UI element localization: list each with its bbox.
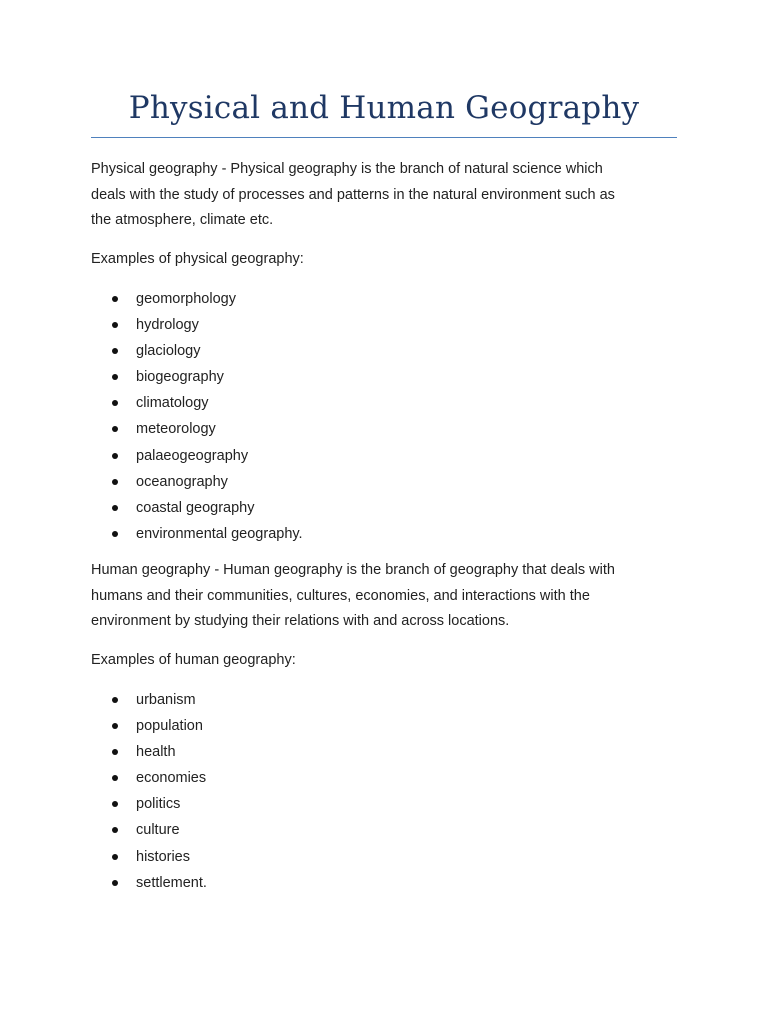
list-item-text: politics: [136, 796, 181, 813]
list-item-text: climatology: [136, 395, 209, 412]
bullet-icon: [112, 400, 118, 406]
bullet-icon: [112, 426, 118, 432]
bullet-icon: [112, 854, 118, 860]
list-item-text: settlement.: [136, 874, 207, 891]
list-item-text: coastal geography: [136, 499, 255, 516]
bullet-icon: [112, 723, 118, 729]
paragraph-line: environment by studying their relations with and across locations.: [91, 613, 510, 629]
paragraph-line: deals with the study of processes and patterns in the natural environment such as: [91, 186, 615, 203]
list-item-text: culture: [136, 822, 180, 839]
bullet-icon: [112, 348, 118, 354]
bullet-icon: [112, 479, 118, 485]
list-item-text: palaeogeography: [136, 447, 249, 464]
list-item-text: economies: [136, 770, 207, 787]
bullet-icon: [112, 880, 118, 886]
physical-examples-heading: Examples of physical geography:: [91, 251, 304, 267]
title-underline: [91, 137, 677, 138]
bullet-icon: [112, 374, 118, 380]
bullet-icon: [112, 697, 118, 703]
list-item-text: health: [136, 744, 176, 761]
list-item-text: hydrology: [136, 317, 199, 334]
list-item-text: histories: [136, 848, 190, 865]
human-geography-paragraph: [91, 558, 691, 635]
physical-geography-paragraph: [91, 157, 691, 234]
list-item-text: population: [136, 718, 203, 735]
list-item-text: geomorphology: [136, 291, 236, 307]
paragraph-line: Physical geography - Physical geography is the branch of natural science which: [91, 161, 603, 177]
bullet-icon: [112, 827, 118, 833]
bullet-icon: [112, 801, 118, 807]
list-item-text: meteorology: [136, 421, 216, 438]
bullet-icon: [112, 505, 118, 511]
document-title: Physical and Human Geography: [128, 90, 640, 126]
list-item-text: biogeography: [136, 369, 224, 386]
list-item-text: environmental geography.: [136, 525, 303, 542]
human-examples-heading: Examples of human geography:: [91, 652, 296, 668]
bullet-icon: [112, 749, 118, 755]
list-item-text: glaciology: [136, 343, 201, 360]
bullet-icon: [112, 775, 118, 781]
list-item-text: urbanism: [136, 692, 196, 708]
bullet-icon: [112, 531, 118, 537]
paragraph-line: humans and their communities, cultures, economies, and interactions with the: [91, 587, 590, 604]
list-item-text: oceanography: [136, 473, 228, 490]
bullet-icon: [112, 322, 118, 328]
bullet-icon: [112, 296, 118, 302]
bullet-icon: [112, 453, 118, 459]
paragraph-line: Human geography - Human geography is the branch of geography that deals with: [91, 562, 615, 578]
paragraph-line: the atmosphere, climate etc.: [91, 212, 274, 228]
